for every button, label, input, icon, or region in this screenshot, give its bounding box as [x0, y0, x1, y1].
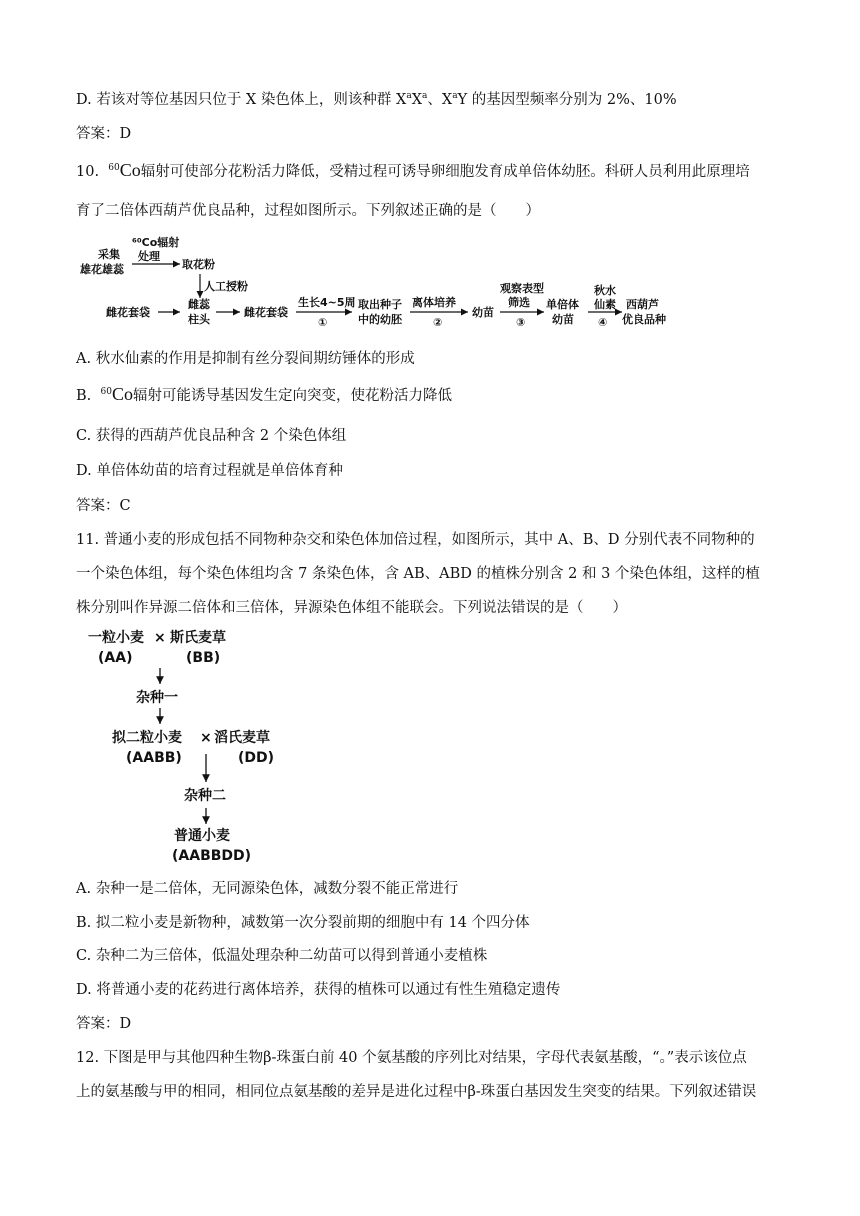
- q10-option-a: A. 秋水仙素的作用是抑制有丝分裂间期纺锤体的形成: [76, 351, 415, 367]
- haploid-label-1: 单倍体: [546, 298, 579, 311]
- haploid-label-2: 幼苗: [552, 313, 574, 326]
- species-2-label: 斯氏麦草: [170, 630, 226, 646]
- radiation-label-1: ⁶⁰Co辐射: [132, 236, 180, 249]
- step-3-label: ③: [516, 316, 526, 329]
- colchicine-label-1: 秋水: [594, 284, 616, 297]
- genome-4-label: (DD): [238, 750, 275, 766]
- q10-option-b: B. $^{60}$Co辐射可能诱导基因发生定向突变，使花粉活力降低: [76, 384, 452, 404]
- genome-3-label: (AABB): [126, 750, 182, 766]
- genome-2-label: (BB): [186, 650, 221, 666]
- q11-stem-line1: 11. 普通小麦的形成包括不同物种杂交和染色体加倍过程，如图所示，其中 A、B、D 分别代表不同物种的: [76, 532, 755, 548]
- species-3-label: 拟二粒小麦: [112, 730, 182, 746]
- colchicine-label-2: 仙素: [594, 298, 616, 311]
- genome-1-label: (AA): [98, 650, 133, 666]
- q10-answer: 答案：C: [76, 498, 131, 514]
- common-wheat-label: 普通小麦: [174, 828, 230, 844]
- grow-label: 生长4~5周: [298, 296, 356, 309]
- observe-label: 观察表型: [500, 282, 544, 295]
- step-1-label: ①: [318, 316, 328, 329]
- hybrid-2-label: 杂种二: [184, 788, 226, 804]
- q11-stem-line2: 一个染色体组，每个染色体组均含 7 条染色体，含 AB、ABD 的植株分别含 2 和 3 个染色体组，这样的植: [76, 566, 760, 582]
- q9-answer: 答案：D: [76, 126, 132, 142]
- hybrid-1-label: 杂种一: [136, 690, 178, 706]
- q12-stem-line1: 12. 下图是甲与其他四种生物β-珠蛋白前 40 个氨基酸的序列比对结果，字母代表氨基酸，“。”表示该位点: [76, 1050, 747, 1066]
- q9-option-d: D. 若该对等位基因只位于 X 染色体上，则该种群 $X^aX^a$、$X^aY$ 的基因型频率分别为 2%、10%: [76, 91, 677, 108]
- collect-label-1: 采集: [98, 248, 120, 261]
- result-label-1: 西葫芦: [626, 298, 659, 311]
- q11-option-a: A. 杂种一是二倍体，无同源染色体，减数分裂不能正常进行: [76, 881, 459, 897]
- step-4-label: ④: [598, 316, 608, 329]
- q10-stem-line2: 育了二倍体西葫芦优良品种，过程如图所示。下列叙述正确的是（ ）: [76, 203, 540, 219]
- pollination-label: 人工授粉: [204, 280, 248, 293]
- genome-5-label: (AABBDD): [172, 848, 252, 864]
- q10-option-c: C. 获得的西葫芦优良品种含 2 个染色体组: [76, 428, 347, 444]
- embryo-label-1: 取出种子: [358, 298, 402, 311]
- q12-stem-line2: 上的氨基酸与甲的相同，相同位点氨基酸的差异是进化过程中β-珠蛋白基因发生突变的结果。下列叙述错误: [76, 1084, 757, 1100]
- seedling-label: 幼苗: [472, 306, 494, 319]
- q10-process-diagram: [76, 232, 776, 332]
- bag-label-1: 雌花套袋: [106, 306, 150, 319]
- q10-stem-line1: 10. $^{60}$Co辐射可使部分花粉活力降低，受精过程可诱导卵细胞发育成单倍体幼胚。科研人员利用此原理培: [76, 160, 750, 180]
- q11-answer: 答案：D: [76, 1016, 132, 1032]
- result-label-2: 优良品种: [622, 313, 666, 326]
- stigma-label-2: 柱头: [188, 313, 210, 326]
- embryo-label-2: 中的幼胚: [358, 313, 402, 326]
- screen-label: 筛选: [508, 296, 530, 309]
- radiation-label-2: 处理: [138, 250, 160, 263]
- q11-stem-line3: 株分别叫作异源二倍体和三倍体，异源染色体组不能联会。下列说法错误的是（ ）: [76, 600, 627, 616]
- collect-label-2: 雄花雄蕊: [80, 263, 124, 276]
- culture-label: 离体培养: [412, 296, 456, 309]
- q11-wheat-diagram: [88, 624, 308, 869]
- step-2-label: ②: [433, 316, 443, 329]
- q11-option-d: D. 将普通小麦的花药进行离体培养，获得的植株可以通过有性生殖稳定遗传: [76, 982, 561, 998]
- species-4-label: 滔氏麦草: [214, 730, 270, 746]
- take-pollen-label: 取花粉: [182, 258, 215, 271]
- cross-1-label: ×: [154, 630, 166, 646]
- q11-option-b: B. 拟二粒小麦是新物种，减数第一次分裂前期的细胞中有 14 个四分体: [76, 915, 530, 931]
- stigma-label-1: 雌蕊: [188, 298, 210, 311]
- q11-option-c: C. 杂种二为三倍体，低温处理杂种二幼苗可以得到普通小麦植株: [76, 948, 488, 964]
- cross-2-label: ×: [200, 730, 212, 746]
- q10-option-d: D. 单倍体幼苗的培育过程就是单倍体育种: [76, 463, 343, 479]
- bag-label-2: 雌花套袋: [244, 306, 288, 319]
- species-1-label: 一粒小麦: [88, 630, 144, 646]
